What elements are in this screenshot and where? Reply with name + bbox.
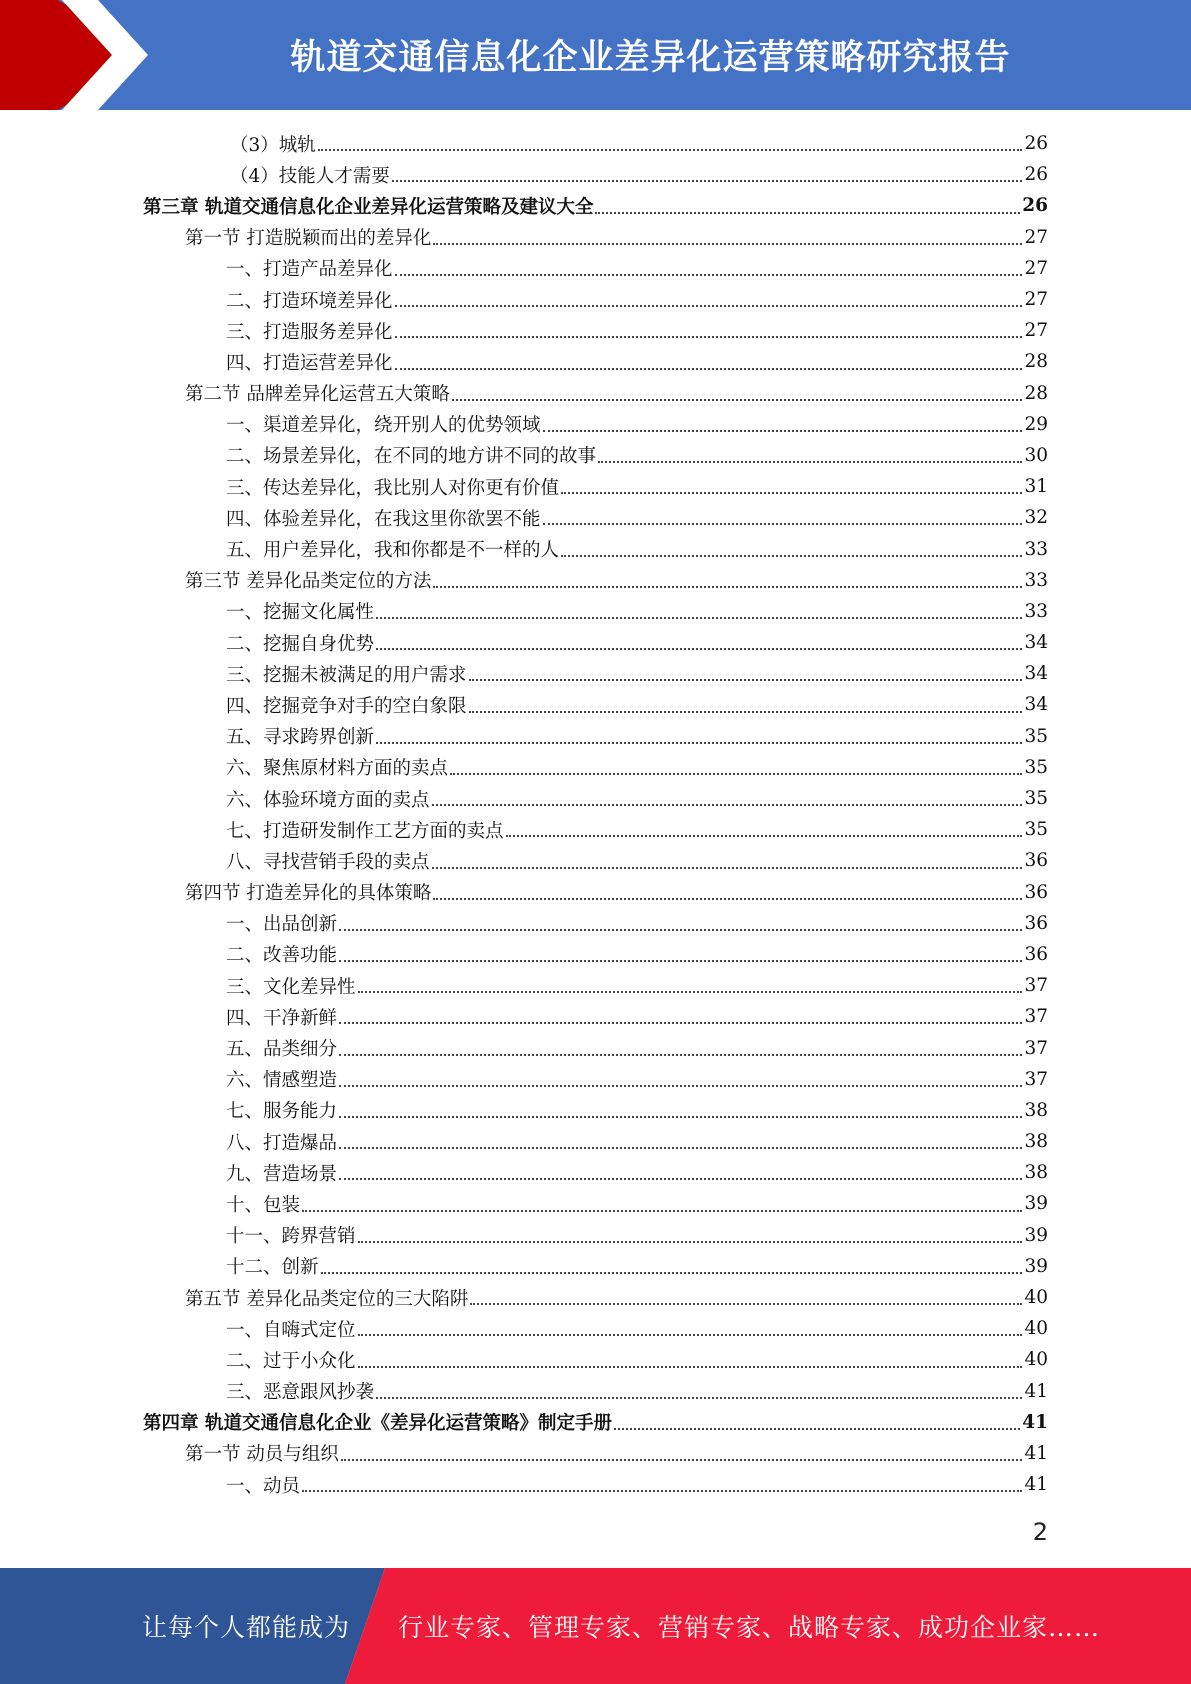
toc-dot-leader [339,1147,1022,1149]
toc-entry-title: 二、改善功能 [226,945,338,967]
toc-entry-title: 八、打造爆品 [226,1132,338,1154]
toc-dot-leader [358,1366,1023,1368]
toc-item-entry[interactable] [0,970,1191,1001]
toc-entry-page-number: 29 [1024,413,1048,435]
toc-entry-page-number: 38 [1024,1131,1048,1153]
toc-entry-page-number: 34 [1024,632,1048,654]
toc-entry-page-number: 27 [1024,289,1048,311]
toc-entry-title: 六、聚焦原材料方面的卖点 [226,758,449,780]
toc-entry-title: 第一节 打造脱颖而出的差异化 [185,228,432,250]
toc-entry-page-number: 35 [1024,819,1048,841]
toc-section-entry[interactable] [0,565,1191,596]
toc-dot-leader [318,149,1023,151]
toc-section-entry[interactable] [0,1282,1191,1313]
toc-dot-leader [506,835,1023,837]
toc-dot-leader [395,368,1023,370]
table-of-contents [0,128,1191,1500]
toc-item-entry[interactable] [0,1469,1191,1500]
toc-item-entry[interactable] [0,721,1191,752]
toc-entry-page-number: 31 [1024,476,1048,498]
page-footer [0,1568,1191,1684]
toc-item-entry[interactable] [0,845,1191,876]
toc-dot-leader [432,804,1023,806]
toc-entry-page-number: 26 [1024,164,1048,186]
toc-dot-leader [392,180,1023,182]
toc-entry-title: 第五节 差异化品类定位的三大陷阱 [185,1288,469,1310]
toc-item-entry[interactable] [0,1220,1191,1251]
toc-entry-page-number: 36 [1024,943,1048,965]
toc-entry-page-number: 38 [1024,1099,1048,1121]
toc-entry-page-number: 33 [1024,538,1048,560]
toc-dot-leader [376,742,1022,744]
toc-dot-leader [395,305,1023,307]
toc-dot-leader [595,212,1020,214]
toc-item-entry[interactable] [0,783,1191,814]
toc-dot-leader [432,867,1023,869]
toc-entry-title: 一、动员 [226,1475,301,1497]
toc-item-entry[interactable] [0,533,1191,564]
toc-entry-page-number: 36 [1024,850,1048,872]
toc-item-entry[interactable] [0,346,1191,377]
toc-entry-page-number: 37 [1024,975,1048,997]
toc-item-entry[interactable] [0,1126,1191,1157]
header-arrow-graphic [0,0,160,110]
toc-dot-leader [469,711,1023,713]
toc-entry-title: 三、打造服务差异化 [226,321,393,343]
toc-entry-title: 三、挖掘未被满足的用户需求 [226,664,467,686]
toc-dot-leader [376,1397,1022,1399]
toc-dot-leader [543,523,1023,525]
toc-entry-title: 六、情感塑造 [226,1070,338,1092]
toc-item-entry[interactable] [0,315,1191,346]
toc-entry-title: 第三章 轨道交通信息化企业差异化运营策略及建议大全 [143,196,594,218]
toc-item-entry[interactable] [0,1095,1191,1126]
toc-item-entry[interactable] [0,1313,1191,1344]
toc-entry-page-number: 28 [1024,351,1048,373]
footer-slogan-right: 行业专家、管理专家、营销专家、战略专家、成功企业家…… [398,1613,1101,1642]
toc-entry-page-number: 36 [1024,881,1048,903]
toc-section-entry[interactable] [0,378,1191,409]
toc-item-entry[interactable] [0,440,1191,471]
toc-dot-leader [302,1490,1022,1492]
toc-item-entry[interactable] [0,689,1191,720]
toc-entry-page-number: 35 [1024,725,1048,747]
toc-item-entry[interactable] [0,1001,1191,1032]
document-title: 轨道交通信息化企业差异化运营策略研究报告 [290,38,1011,78]
toc-dot-leader [358,1334,1023,1336]
toc-entry-title: 九、营造场景 [226,1163,338,1185]
toc-dot-leader [614,1428,1020,1430]
toc-item-entry[interactable] [0,1188,1191,1219]
toc-entry-title: 四、挖掘竞争对手的空白象限 [226,695,467,717]
toc-dot-leader [376,648,1022,650]
toc-dot-leader [450,773,1022,775]
toc-item-entry[interactable] [0,409,1191,440]
toc-entry-title: 一、打造产品差异化 [226,259,393,281]
toc-dot-leader [358,991,1023,993]
toc-entry-page-number: 32 [1024,507,1048,529]
toc-entry-title: 十一、跨界营销 [226,1226,356,1248]
page-header [0,0,1191,110]
toc-entry-page-number: 39 [1024,1193,1048,1215]
toc-item-entry[interactable] [0,752,1191,783]
toc-dot-leader [302,1210,1022,1212]
toc-item-entry[interactable] [0,596,1191,627]
toc-entry-page-number: 35 [1024,756,1048,778]
toc-entry-page-number: 41 [1024,1380,1048,1402]
toc-dot-leader [452,399,1023,401]
toc-item-entry[interactable] [0,908,1191,939]
toc-entry-page-number: 41 [1024,1474,1048,1496]
toc-dot-leader [339,1022,1022,1024]
toc-entry-title: 八、寻找营销手段的卖点 [226,851,430,873]
toc-entry-title: 三、恶意跟风抄袭 [226,1382,375,1404]
toc-entry-page-number: 34 [1024,694,1048,716]
toc-entry-title: 一、挖掘文化属性 [226,602,375,624]
toc-item-entry[interactable] [0,1064,1191,1095]
toc-entry-page-number: 37 [1024,1006,1048,1028]
toc-dot-leader [376,617,1022,619]
toc-entry-title: （4）技能人才需要 [230,165,390,187]
toc-dot-leader [339,1054,1022,1056]
toc-entry-title: 七、服务能力 [226,1101,338,1123]
toc-entry-title: 二、过于小众化 [226,1350,356,1372]
toc-entry-title: 五、寻求跨界创新 [226,727,375,749]
toc-entry-title: 一、出品创新 [226,914,338,936]
toc-item-entry[interactable] [0,284,1191,315]
toc-entry-page-number: 33 [1024,569,1048,591]
toc-dot-leader [433,243,1022,245]
toc-entry-page-number: 28 [1024,382,1048,404]
footer-slogan-left: 让每个人都能成为 [142,1613,351,1642]
toc-entry-title: 一、渠道差异化，绕开别人的优势领域 [226,415,541,437]
toc-entry-title: （3）城轨 [230,134,316,156]
toc-entry-title: 三、文化差异性 [226,976,356,998]
toc-entry-title: 一、自嗨式定位 [226,1319,356,1341]
toc-dot-leader [339,1178,1022,1180]
toc-dot-leader [469,679,1023,681]
toc-dot-leader [470,1303,1022,1305]
toc-entry-title: 第三节 差异化品类定位的方法 [185,571,432,593]
toc-item-entry[interactable] [0,814,1191,845]
toc-dot-leader [433,898,1022,900]
toc-entry-page-number: 35 [1024,788,1048,810]
toc-entry-page-number: 27 [1024,226,1048,248]
toc-entry-title: 五、品类细分 [226,1039,338,1061]
toc-entry-page-number: 37 [1024,1037,1048,1059]
toc-entry-page-number: 36 [1024,912,1048,934]
toc-entry-title: 第四节 打造差异化的具体策略 [185,883,432,905]
toc-dot-leader [358,1241,1023,1243]
toc-chapter-entry[interactable] [0,1407,1191,1438]
toc-entry-page-number: 39 [1024,1255,1048,1277]
toc-entry-title: 三、传达差异化，我比别人对你更有价值 [226,477,560,499]
toc-entry-title: 六、体验环境方面的卖点 [226,789,430,811]
toc-item-entry[interactable] [0,471,1191,502]
toc-dot-leader [339,1085,1022,1087]
toc-entry-title: 四、打造运营差异化 [226,352,393,374]
toc-entry-page-number: 41 [1024,1442,1048,1464]
toc-chapter-entry[interactable] [0,190,1191,221]
toc-entry-title: 十二、创新 [226,1257,319,1279]
toc-dot-leader [395,274,1023,276]
toc-item-entry[interactable] [0,128,1191,159]
toc-dot-leader [339,1116,1022,1118]
toc-item-entry[interactable] [0,1251,1191,1282]
toc-section-entry[interactable] [0,877,1191,908]
toc-dot-leader [598,461,1022,463]
toc-entry-page-number: 40 [1024,1318,1048,1340]
toc-entry-page-number: 34 [1024,663,1048,685]
toc-dot-leader [339,960,1022,962]
toc-item-entry[interactable] [0,1376,1191,1407]
toc-dot-leader [321,1272,1023,1274]
toc-dot-leader [543,430,1023,432]
page-number: 2 [1032,1518,1048,1546]
toc-entry-title: 第四章 轨道交通信息化企业《差异化运营策略》制定手册 [143,1413,612,1435]
toc-entry-page-number: 27 [1024,320,1048,342]
toc-entry-page-number: 26 [1024,133,1048,155]
toc-dot-leader [561,555,1022,557]
toc-item-entry[interactable] [0,627,1191,658]
toc-entry-page-number: 26 [1022,195,1048,217]
toc-entry-title: 第一节 动员与组织 [185,1444,339,1466]
toc-item-entry[interactable] [0,939,1191,970]
toc-entry-title: 十、包装 [226,1194,301,1216]
toc-entry-title: 四、干净新鲜 [226,1007,338,1029]
toc-entry-page-number: 41 [1022,1411,1048,1433]
toc-item-entry[interactable] [0,1344,1191,1375]
toc-entry-title: 二、打造环境差异化 [226,290,393,312]
toc-entry-page-number: 37 [1024,1068,1048,1090]
toc-item-entry[interactable] [0,658,1191,689]
toc-dot-leader [433,586,1022,588]
toc-entry-title: 五、用户差异化，我和你都是不一样的人 [226,540,560,562]
toc-entry-title: 二、挖掘自身优势 [226,633,375,655]
toc-entry-title: 七、打造研发制作工艺方面的卖点 [226,820,504,842]
toc-dot-leader [395,336,1023,338]
toc-entry-page-number: 40 [1024,1349,1048,1371]
toc-dot-leader [561,492,1022,494]
toc-entry-title: 二、场景差异化，在不同的地方讲不同的故事 [226,446,597,468]
toc-section-entry[interactable] [0,1438,1191,1469]
toc-entry-page-number: 40 [1024,1287,1048,1309]
toc-entry-page-number: 30 [1024,444,1048,466]
toc-entry-title: 四、体验差异化，在我这里你欲罢不能 [226,508,541,530]
toc-dot-leader [341,1459,1023,1461]
toc-entry-page-number: 39 [1024,1224,1048,1246]
toc-entry-page-number: 33 [1024,600,1048,622]
toc-item-entry[interactable] [0,502,1191,533]
toc-item-entry[interactable] [0,1157,1191,1188]
toc-item-entry[interactable] [0,1032,1191,1063]
toc-item-entry[interactable] [0,159,1191,190]
toc-entry-page-number: 27 [1024,257,1048,279]
toc-dot-leader [339,929,1022,931]
toc-item-entry[interactable] [0,253,1191,284]
toc-entry-page-number: 38 [1024,1162,1048,1184]
toc-entry-title: 第二节 品牌差异化运营五大策略 [185,384,450,406]
toc-section-entry[interactable] [0,222,1191,253]
